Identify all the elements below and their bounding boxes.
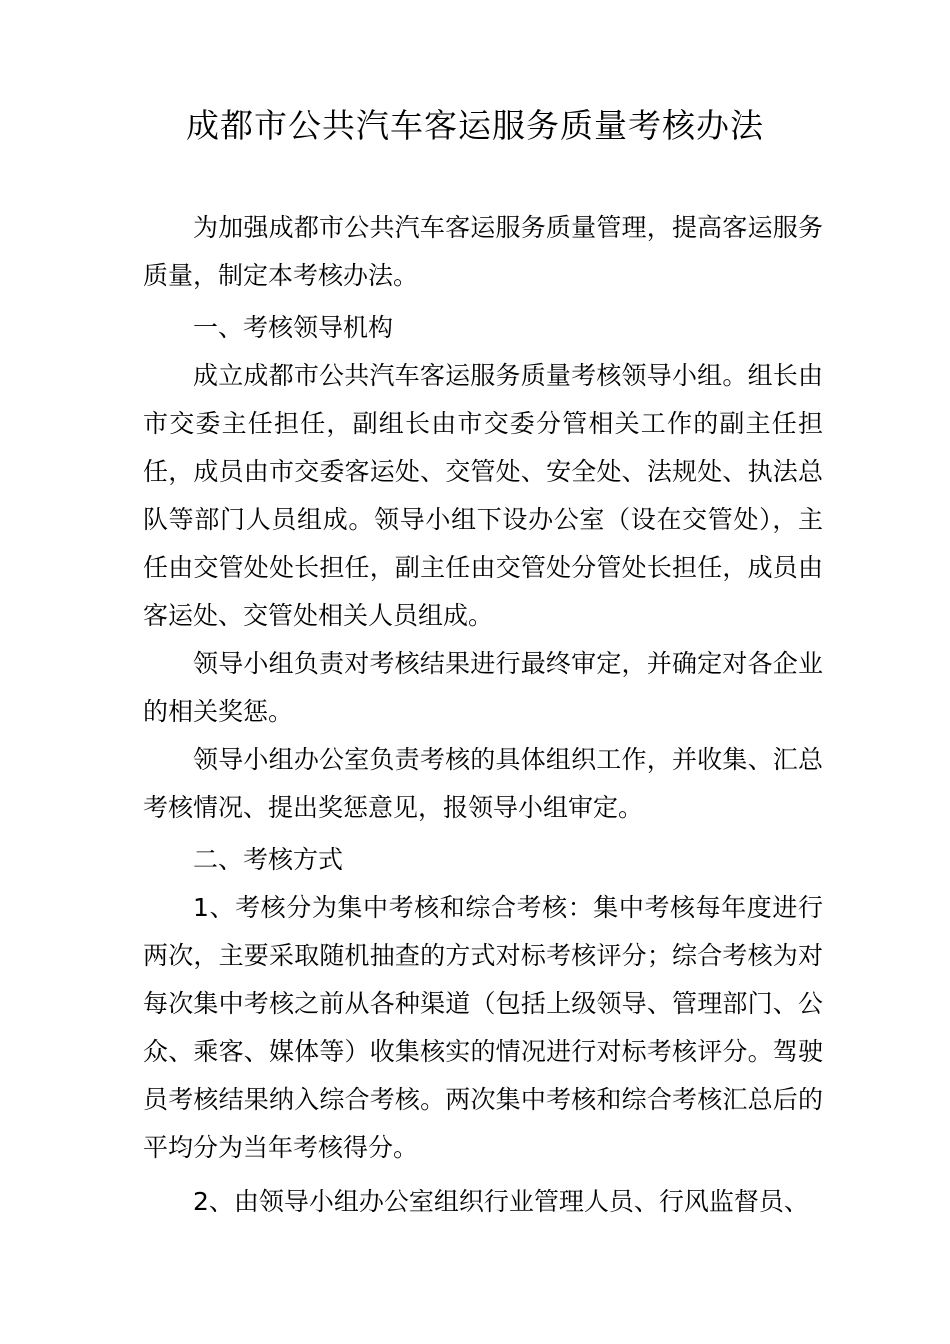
document-title: 成都市公共汽车客运服务质量考核办法	[186, 106, 764, 145]
leadership-paragraph: 成立成都市公共汽车客运服务质量考核领导小组。组长由市交委主任担任，副组长由市交委分管相关工作的副主任担任，成员由市交委客运处、交管处、安全处、法规处、执法总队等部门人员组成。领导小组下设办公室（设在交管处），主任由交管处处长担任，副主任由交管处分管处长担任，成员由客运处、交管处相关人员组成。	[143, 361, 823, 630]
document-body	[143, 204, 823, 1226]
section-heading-leadership: 一、考核领导机构	[193, 313, 394, 342]
section-heading-method: 二、考核方式	[193, 845, 344, 874]
review-paragraph: 领导小组负责对考核结果进行最终审定，并确定对各企业的相关奖惩。	[143, 649, 823, 726]
method-paragraph-1: 1、考核分为集中考核和综合考核：集中考核每年度进行两次，主要采取随机抽查的方式对标考核评分；综合考核为对每次集中考核之前从各种渠道（包括上级领导、管理部门、公众、乘客、媒体等）收集核实的情况进行对标考核评分。驾驶员考核结果纳入综合考核。两次集中考核和综合考核汇总后的平均分为当年考核得分。	[143, 893, 823, 1162]
intro-paragraph: 为加强成都市公共汽车客运服务质量管理，提高客运服务质量，制定本考核办法。	[143, 213, 823, 290]
method-paragraph-2: 2、由领导小组办公室组织行业管理人员、行风监督员、	[193, 1187, 809, 1216]
office-paragraph: 领导小组办公室负责考核的具体组织工作，并收集、汇总考核情况、提出奖惩意见，报领导小组审定。	[143, 745, 823, 822]
